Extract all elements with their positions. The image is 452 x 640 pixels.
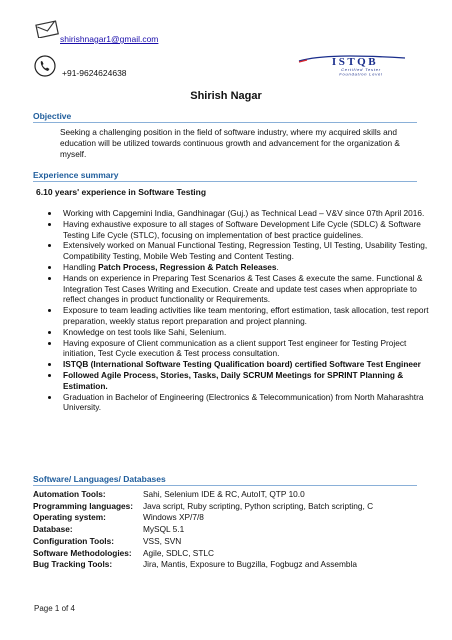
section-divider (33, 122, 417, 123)
list-item: • Having exposure of Client communication as a client support Test engineer for Testing Project initiation, Test Cycle execution & Test process consultation. (60, 338, 440, 360)
list-item: • Extensively worked on Manual Functional Testing, Regression Testing, UI Testing, Usability Testing, Compatibility Testing, Mobile Web Testing and Content Testing. (60, 240, 440, 262)
experience-subheading: 6.10 years' experience in Software Testing (36, 187, 207, 197)
list-item: • Followed Agile Process, Stories, Tasks, Daily SCRUM Meetings for SPRINT Planning & Estimation. (60, 370, 440, 392)
phone-icon (34, 55, 56, 77)
istqb-logo (295, 52, 413, 76)
list-item: • Exposure to team leading activities like team mentoring, effort estimation, task allocation, test report preparation, weekly status report preparation and project planning. (60, 305, 440, 327)
phone-number: +91-9624624638 (62, 68, 127, 78)
list-item: • Having exhaustive exposure to all stages of Software Development Life Cycle (SDLC) & Software Testing Life Cycle (STLC), focusing on implementation of best practice guidelines. (60, 219, 440, 241)
section-divider (33, 181, 417, 182)
candidate-name: Shirish Nagar (190, 90, 262, 102)
skills-heading: Software/ Languages/ Databases (33, 474, 166, 484)
experience-heading: Experience summary (33, 170, 119, 180)
svg-text:Foundation Level: Foundation Level (339, 71, 383, 76)
table-row: Bug Tracking Tools: Jira, Mantis, Exposure to Bugzilla, Fogbugz and Assembla (33, 559, 357, 570)
email-link[interactable]: shirishnagar1@gmail.com (60, 34, 159, 44)
skills-table (33, 489, 373, 571)
list-item: • Graduation in Bachelor of Engineering (Electronics & Telecommunication) from North Maharashtra University. (60, 392, 440, 414)
list-item: • Handling Patch Process, Regression & Patch Releases. (60, 262, 440, 273)
experience-list (45, 208, 440, 413)
list-item: • Hands on experience in Preparing Test Scenarios & Test Cases & execute the same. Functional & Integration Test Cases Writing and Execution. Create and update test cases when appropriate to reflect changes in product functionality or Requirements. (60, 273, 440, 305)
list-item: • Knowledge on test tools like Sahi, Selenium. (60, 327, 440, 338)
table-row: Configuration Tools: VSS, SVN (33, 535, 182, 546)
table-row: Software Methodologies: Agile, SDLC, STLC (33, 547, 215, 558)
page-footer: Page 1 of 4 (34, 604, 75, 613)
list-item: • Working with Capgemini India, Gandhinagar (Guj.) as Technical Lead – V&V since 07th April 2016. (60, 208, 440, 219)
objective-heading: Objective (33, 111, 72, 121)
table-row: Operating system: Windows XP/7/8 (33, 512, 204, 523)
section-divider (33, 485, 417, 486)
objective-text: Seeking a challenging position in the field of software industry, where my acquired skills and education will be utilized towards continuous growth and advancement for the organization & myself. (60, 127, 400, 159)
list-item: • ISTQB (International Software Testing Qualification board) certified Software Test Engineer (60, 359, 440, 370)
table-row: Automation Tools: Sahi, Selenium IDE & RC, AutoIT, QTP 10.0 (33, 489, 305, 499)
svg-text:Certified Tester: Certified Tester (341, 67, 381, 72)
svg-text:ISTQB: ISTQB (331, 56, 379, 68)
envelope-icon (35, 20, 59, 38)
table-row: Programming languages: Java script, Ruby scripting, Python scripting, Batch scripting, C (33, 500, 374, 511)
table-row: Database: MySQL 5.1 (33, 524, 185, 535)
